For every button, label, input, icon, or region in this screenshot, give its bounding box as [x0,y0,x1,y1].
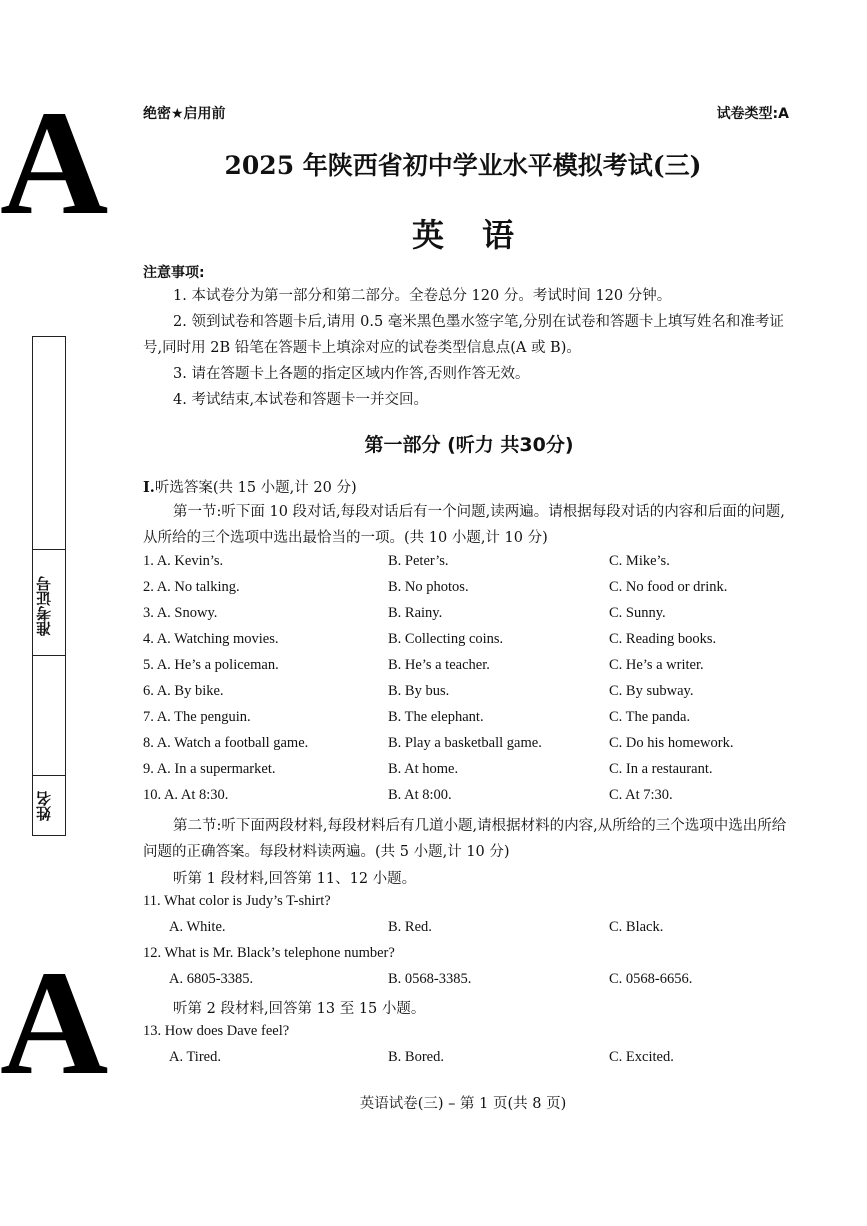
question-row [143,1049,795,1075]
option-b: B. Peter’s. [388,553,449,569]
page-footer: 英语试卷(三) – 第 1 页(共 8 页) [359,1096,567,1112]
section-heading [143,476,357,497]
option-c: C. Mike’s. [609,553,670,569]
option-a: 9. A. In a supermarket. [143,761,276,777]
section-number: Ⅰ. [143,479,155,496]
option-a: A. 6805-3385. [169,971,254,987]
question-stem: 13. How does Dave feel? [143,1023,290,1039]
option-c: C. Sunny. [609,605,666,621]
option-b: B. Red. [388,919,432,935]
option-b: B. Collecting coins. [388,631,504,647]
option-c: C. At 7:30. [609,787,673,803]
subsection-two-instructions: 第二节:听下面两段材料,每段材料后有几道小题,请根据材料的内容,从所给的三个选项中选出所给问题的正确答案。每段材料读两遍。(共 5 小题,计 10 分) [143,818,787,860]
question-row [143,605,795,631]
exam-title: 2025 年陕西省初中学业水平模拟考试(三) [224,151,702,180]
option-a: A. Tired. [169,1049,221,1065]
option-a: 3. A. Snowy. [143,605,218,621]
paper-type-letter-top: A [0,80,109,246]
notes-title: 注意事项: [143,265,205,281]
option-c: C. Do his homework. [609,735,734,751]
paper-type-letter-bottom: A [0,940,109,1106]
question-row [143,709,795,735]
confidential-mark: 绝密★启用前 [143,106,226,122]
option-a: 2. A. No talking. [143,579,240,595]
question-row [143,919,795,945]
option-a: 10. A. At 8:30. [143,787,229,803]
option-b: B. At home. [388,761,459,777]
option-c: C. By subway. [609,683,694,699]
question-row [143,761,795,787]
option-b: B. The elephant. [388,709,484,725]
question-row [143,657,795,683]
question-row [143,971,795,997]
option-c: C. The panda. [609,709,691,725]
option-c: C. He’s a writer. [609,657,704,673]
note-item: 3. 请在答题卡上各题的指定区域内作答,否则作答无效。 [173,366,530,382]
option-b: B. By bus. [388,683,450,699]
option-b: B. No photos. [388,579,469,595]
section-title: 听选答案(共 15 小题,计 20 分) [154,480,357,496]
question-row [143,579,795,605]
option-a: 4. A. Watching movies. [143,631,279,647]
option-b: B. At 8:00. [388,787,452,803]
question-row [143,683,795,709]
note-item: 2. 领到试卷和答题卡后,请用 0.5 毫米黑色墨水签字笔,分别在试卷和答题卡上填写姓名和准考证号,同时用 2B 铅笔在答题卡上填涂对应的试卷类型信息点(A 或 B)。 [143,314,784,356]
option-b: B. Play a basketball game. [388,735,542,751]
option-c: C. Black. [609,919,664,935]
option-b: B. Rainy. [388,605,443,621]
exam-id-label: 准考证号 [35,576,53,636]
option-b: B. Bored. [388,1049,444,1065]
option-c: C. In a restaurant. [609,761,713,777]
option-a: 8. A. Watch a football game. [143,735,309,751]
option-a: 7. A. The penguin. [143,709,251,725]
subsection-one-instructions: 第一节:听下面 10 段对话,每段对话后有一个问题,读两遍。请根据每段对话的内容和后面的问题,从所给的三个选项中选出最恰当的一项。(共 10 小题,计 10 分) [143,504,785,546]
part-one-title: 第一部分 (听力 共30分) [364,434,574,456]
question-row [143,553,795,579]
paper-type-label: 试卷类型:A [716,106,789,122]
subject-title: 英语 [411,216,552,254]
option-a: 1. A. Kevin’s. [143,553,224,569]
binding-box [32,336,66,836]
name-label: 姓名 [35,791,53,821]
note-item: 4. 考试结束,本试卷和答题卡一并交回。 [173,392,429,408]
question-stem: 11. What color is Judy’s T-shirt? [143,893,331,909]
option-b: B. He’s a teacher. [388,657,490,673]
question-row [143,787,795,813]
option-a: A. White. [169,919,226,935]
option-c: C. No food or drink. [609,579,728,595]
note-item: 1. 本试卷分为第一部分和第二部分。全卷总分 120 分。考试时间 120 分钟。 [173,288,672,304]
option-c: C. Excited. [609,1049,674,1065]
option-c: C. Reading books. [609,631,717,647]
option-a: 6. A. By bike. [143,683,224,699]
material-instruction: 听第 2 段材料,回答第 13 至 15 小题。 [173,1001,426,1017]
material-instruction: 听第 1 段材料,回答第 11、12 小题。 [173,871,417,887]
question-row [143,631,795,657]
binding-divider [33,549,65,550]
option-a: 5. A. He’s a policeman. [143,657,279,673]
binding-divider [33,655,65,656]
option-c: C. 0568-6656. [609,971,693,987]
option-b: B. 0568-3385. [388,971,472,987]
question-stem: 12. What is Mr. Black’s telephone number? [143,945,395,961]
question-row [143,735,795,761]
binding-divider [33,775,65,776]
